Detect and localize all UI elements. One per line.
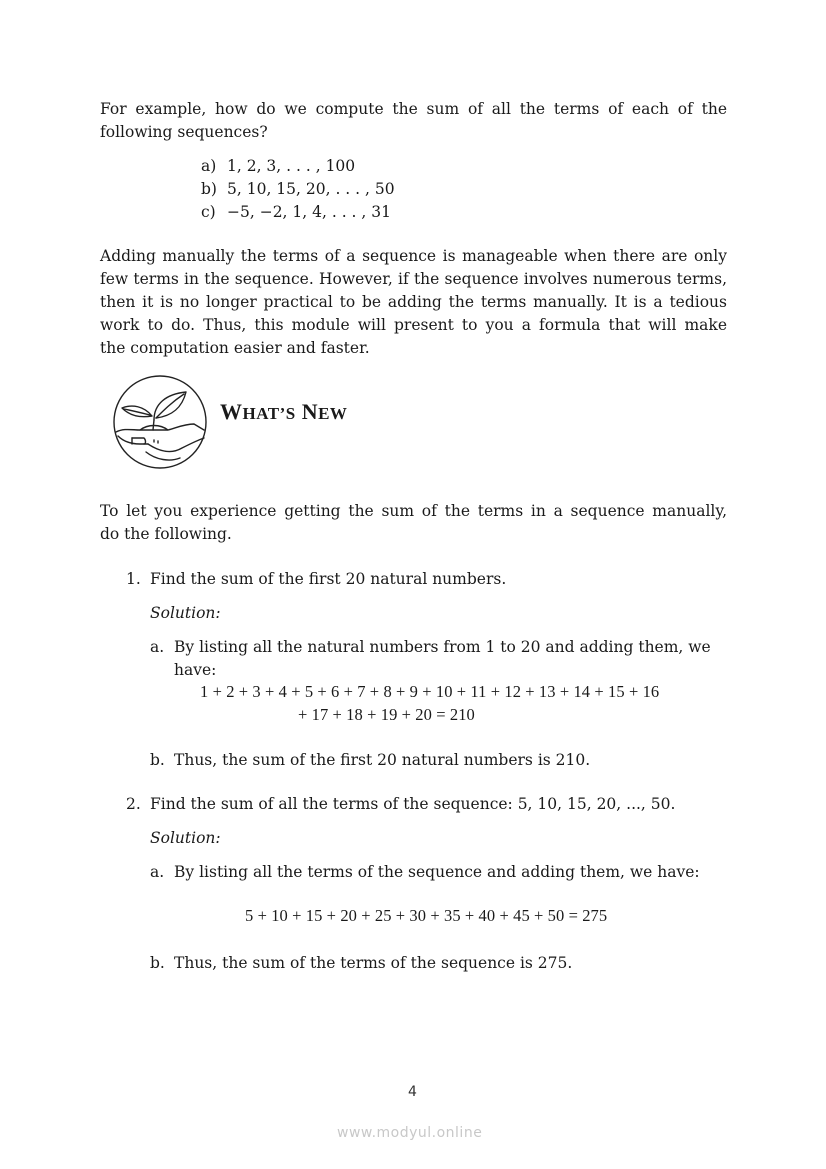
sequence-list: [201, 155, 395, 224]
problem-2-question: 2. Find the sum of all the terms of the sequence: 5, 10, 15, 20, ..., 50.: [126, 795, 676, 813]
instructions-line: To let you experience getting the sum of the terms in a sequence manually,: [100, 502, 727, 520]
section-title: WHAT’S NEW: [220, 399, 348, 424]
sequence-label: a): [201, 157, 217, 175]
intro-line: For example, how do we compute the sum of all the terms of each of the: [100, 100, 727, 118]
sequence-item: [201, 155, 395, 178]
sequence-text: 5, 10, 15, 20, . . . , 50: [227, 180, 395, 198]
motivation-line: Adding manually the terms of a sequence is manageable when there are only: [100, 247, 727, 265]
problem-1-solution-label: Solution:: [150, 604, 221, 622]
intro-line: following sequences?: [100, 123, 268, 141]
sequence-item: [201, 201, 395, 224]
problem-1-equation-line-2: + 17 + 18 + 19 + 20 = 210: [298, 705, 475, 724]
instructions-line: do the following.: [100, 525, 232, 543]
motivation-line: the computation easier and faster.: [100, 339, 370, 357]
problem-1-step-b: b. Thus, the sum of the first 20 natural numbers is 210.: [150, 751, 591, 769]
motivation-line: work to do. Thus, this module will present to you a formula that will make: [100, 316, 727, 334]
sequence-label: b): [201, 180, 217, 198]
sequence-text: 1, 2, 3, . . . , 100: [227, 157, 356, 175]
problem-1-equation-line-1: 1 + 2 + 3 + 4 + 5 + 6 + 7 + 8 + 9 + 10 + 11 + 12 + 13 + 14 + 15 + 16: [200, 682, 660, 701]
instructions-paragraph: [100, 500, 727, 546]
motivation-line: then it is no longer practical to be adding the terms manually. It is a tedious: [100, 293, 727, 311]
problem-1-question: 1. Find the sum of the first 20 natural numbers.: [126, 570, 507, 588]
page-number: 4: [408, 1084, 417, 1100]
sequence-label: c): [201, 203, 216, 221]
problem-2-step-b: b. Thus, the sum of the terms of the sequence is 275.: [150, 954, 573, 972]
problem-2-step-a: a. By listing all the terms of the sequence and adding them, we have:: [150, 863, 700, 881]
sequence-text: −5, −2, 1, 4, . . . , 31: [227, 203, 391, 221]
hand-holding-seedling-icon: [110, 374, 210, 470]
problem-1-step-a-cont: have:: [174, 661, 217, 679]
motivation-paragraph: [100, 245, 727, 360]
watermark: www.modyul.online: [337, 1125, 483, 1141]
sequence-item: [201, 178, 395, 201]
problem-2-solution-label: Solution:: [150, 829, 221, 847]
intro-paragraph: [100, 98, 727, 144]
problem-1-step-a: a. By listing all the natural numbers from 1 to 20 and adding them, we: [150, 638, 711, 656]
problem-2-equation: 5 + 10 + 15 + 20 + 25 + 30 + 35 + 40 + 45 + 50 = 275: [245, 906, 608, 925]
motivation-line: few terms in the sequence. However, if the sequence involves numerous terms,: [100, 270, 727, 288]
